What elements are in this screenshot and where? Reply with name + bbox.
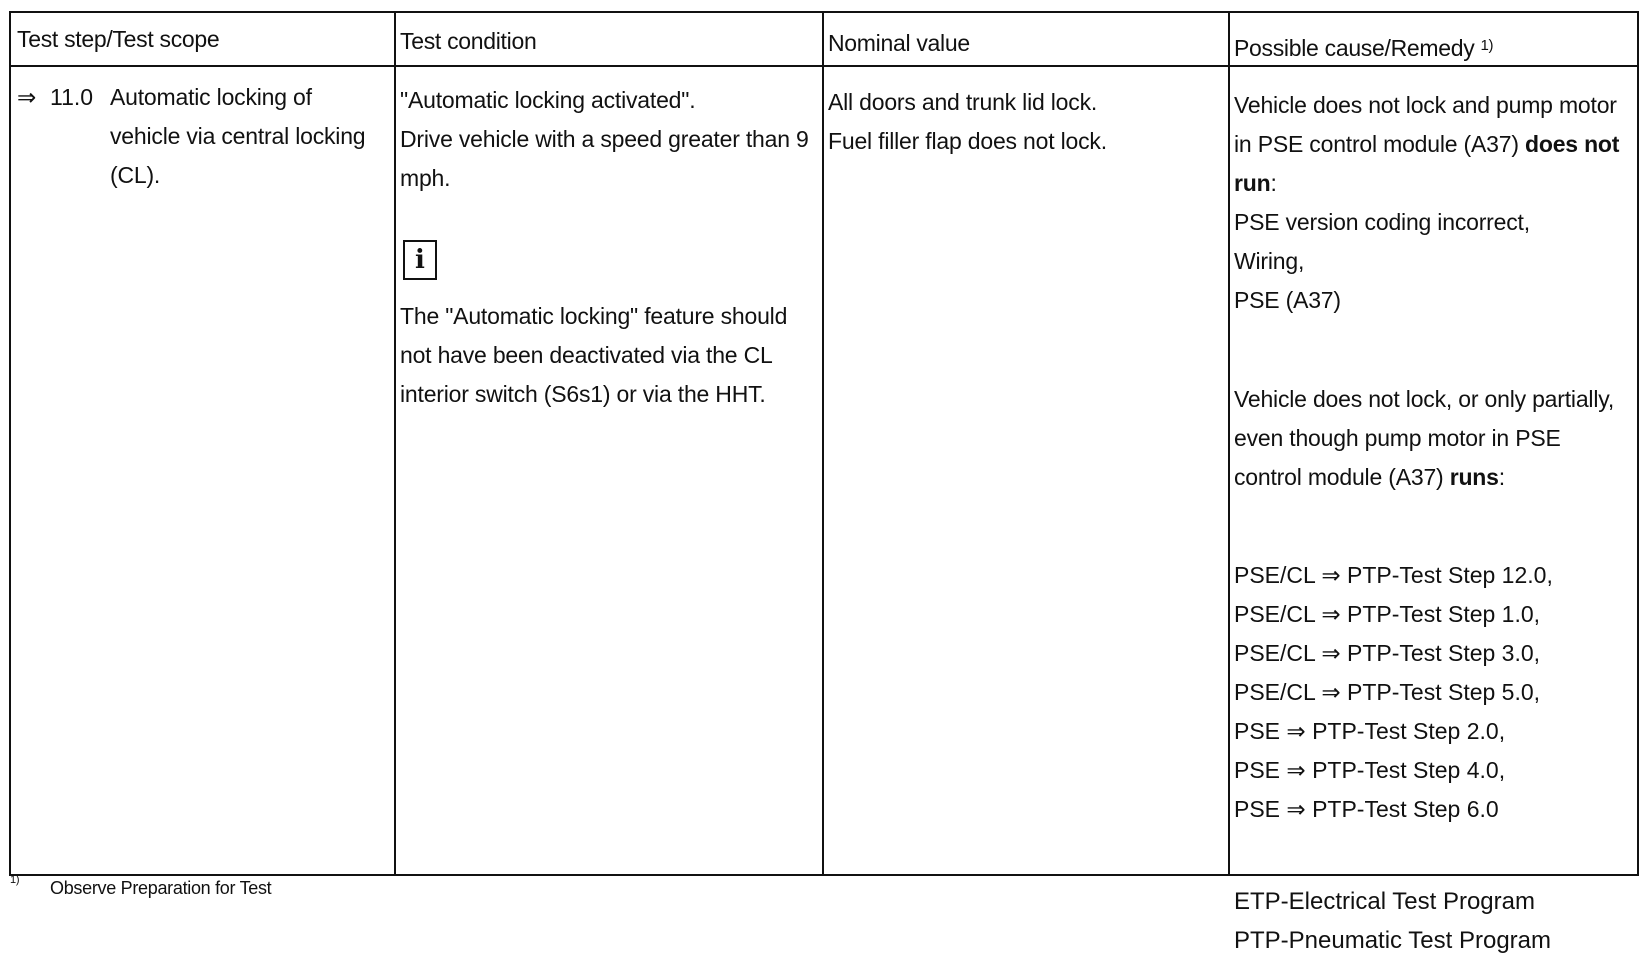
scope-line: Automatic locking of — [110, 84, 312, 110]
note-line: not have been deactivated via the CL — [400, 342, 773, 368]
cause-line-text: : — [1270, 170, 1277, 196]
nominal-line: Fuel filler flap does not lock. — [828, 128, 1107, 154]
header-possible-cause — [1234, 32, 1493, 62]
cause-line-text: : — [1498, 464, 1505, 490]
legend-ptp: PTP-Pneumatic Test Program — [1234, 927, 1552, 954]
cause-emphasis: does not — [1525, 131, 1620, 157]
cause-line: even though pump motor in PSE — [1234, 425, 1561, 451]
header-divider — [9, 65, 1639, 67]
column-divider-3 — [1228, 11, 1230, 876]
info-icon: i — [403, 240, 437, 280]
cause-line: PSE version coding incorrect, — [1234, 209, 1530, 235]
table-right-border — [1637, 11, 1639, 876]
cause-line — [1234, 125, 1619, 164]
header-test-step: Test step/Test scope — [17, 26, 220, 52]
cause-no-lock-no-pump — [1234, 86, 1619, 320]
footnote — [10, 874, 272, 899]
cause-line: Wiring, — [1234, 248, 1305, 274]
nominal-value — [828, 83, 1107, 161]
header-test-condition: Test condition — [400, 28, 537, 54]
ptp-reference: PSE/CL ⇒ PTP-Test Step 1.0, — [1234, 601, 1541, 627]
column-divider-1 — [394, 11, 396, 876]
cause-emphasis: run — [1234, 170, 1271, 196]
abbreviation-legend-ptp — [1234, 921, 1551, 960]
cause-line: Vehicle does not lock, or only partially, — [1234, 386, 1615, 412]
cause-partial-lock-pump-runs — [1234, 380, 1614, 497]
test-scope — [110, 78, 365, 195]
test-condition — [400, 81, 809, 198]
cause-line — [1234, 164, 1619, 203]
table-left-border — [9, 11, 11, 876]
ptp-reference: PSE ⇒ PTP-Test Step 6.0 — [1234, 796, 1499, 822]
condition-line: Drive vehicle with a speed greater than 9 — [400, 126, 809, 152]
header-possible-cause-label: Possible cause/Remedy — [1234, 35, 1475, 61]
footnote-mark: 1) — [10, 874, 20, 886]
note-line: The "Automatic locking" feature should — [400, 303, 788, 329]
abbreviation-legend — [1234, 882, 1535, 921]
legend-etp: ETP-Electrical Test Program — [1234, 888, 1535, 915]
cause-line — [1234, 458, 1614, 497]
cause-emphasis: runs — [1449, 464, 1499, 490]
header-nominal-value: Nominal value — [828, 30, 970, 56]
ptp-reference-list — [1234, 556, 1553, 829]
condition-line: mph. — [400, 165, 451, 191]
cause-line-text: control module (A37) — [1234, 464, 1450, 490]
note-line: interior switch (S6s1) or via the HHT. — [400, 381, 766, 407]
header-footnote-ref: 1) — [1480, 37, 1494, 54]
cause-line: Vehicle does not lock and pump motor — [1234, 92, 1617, 118]
cause-line-text: in PSE control module (A37) — [1234, 131, 1525, 157]
table-top-border — [9, 11, 1639, 13]
ptp-reference: PSE ⇒ PTP-Test Step 4.0, — [1234, 757, 1506, 783]
nominal-line: All doors and trunk lid lock. — [828, 89, 1098, 115]
step-number: 11.0 — [50, 84, 94, 110]
scope-line: (CL). — [110, 162, 161, 188]
footnote-text: Observe Preparation for Test — [50, 878, 272, 898]
ptp-reference: PSE ⇒ PTP-Test Step 2.0, — [1234, 718, 1506, 744]
cause-line: PSE (A37) — [1234, 287, 1341, 313]
ptp-reference: PSE/CL ⇒ PTP-Test Step 12.0, — [1234, 562, 1553, 588]
step-arrow-icon: ⇒ — [17, 84, 37, 110]
ptp-reference: PSE/CL ⇒ PTP-Test Step 5.0, — [1234, 679, 1541, 705]
column-divider-2 — [822, 11, 824, 876]
table-bottom-border — [9, 874, 1639, 876]
condition-line: "Automatic locking activated". — [400, 87, 696, 113]
info-note — [400, 297, 787, 414]
scope-line: vehicle via central locking — [110, 123, 366, 149]
ptp-reference: PSE/CL ⇒ PTP-Test Step 3.0, — [1234, 640, 1541, 666]
